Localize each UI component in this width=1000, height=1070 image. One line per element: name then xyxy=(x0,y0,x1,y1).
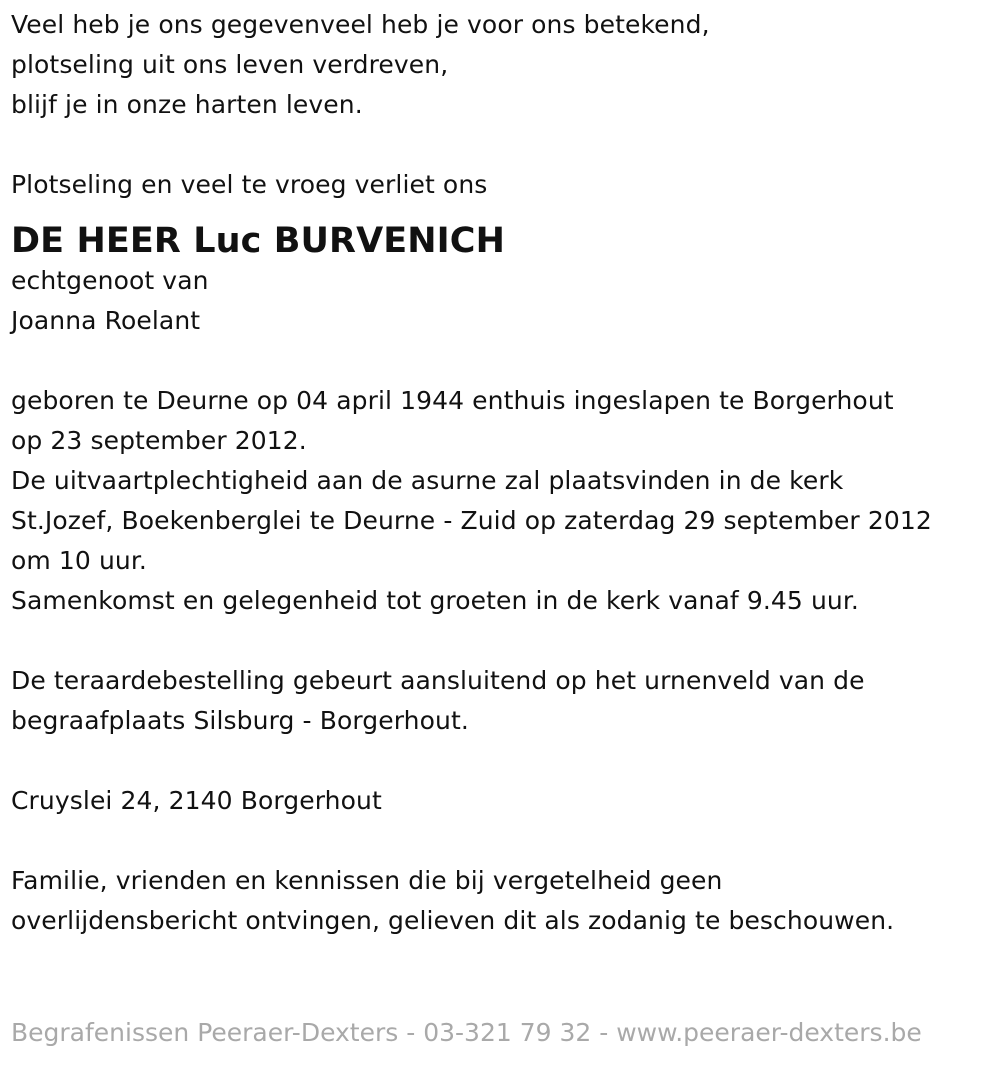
poem-line: blijf je in onze harten leven. xyxy=(11,90,363,119)
closing-line: Familie, vrienden en kennissen die bij vergetelheid geen xyxy=(11,866,723,895)
spacer xyxy=(11,125,991,165)
details-line: Samenkomst en gelegenheid tot groeten in de kerk vanaf 9.45 uur. xyxy=(11,586,859,615)
details-line: geboren te Deurne op 04 april 1944 enthuis ingeslapen te Borgerhout xyxy=(11,386,894,415)
details-line: om 10 uur. xyxy=(11,546,147,575)
relation-text: echtgenoot van xyxy=(11,266,209,295)
details-line: De uitvaartplechtigheid aan de asurne zal plaatsvinden in de kerk xyxy=(11,466,844,495)
spouse-name: Joanna Roelant xyxy=(11,306,201,335)
burial-line: begraafplaats Silsburg - Borgerhout. xyxy=(11,706,469,735)
closing-note xyxy=(11,861,991,941)
spacer xyxy=(11,821,991,861)
spacer xyxy=(11,741,991,781)
spacer xyxy=(11,621,991,661)
deceased-name: DE HEER Luc BURVENICH xyxy=(11,221,505,261)
poem-line: plotseling uit ons leven verdreven, xyxy=(11,50,449,79)
poem-line: Veel heb je ons gegevenveel heb je voor ons betekend, xyxy=(11,10,710,39)
spacer xyxy=(11,341,991,381)
obituary-notice xyxy=(11,5,991,941)
burial-line: De teraardebestelling gebeurt aansluitend op het urnenveld van de xyxy=(11,666,865,695)
funeral-details xyxy=(11,381,991,621)
poem xyxy=(11,5,991,125)
funeral-home-footer: Begrafenissen Peeraer-Dexters - 03-321 79 32 - www.peeraer-dexters.be xyxy=(11,1018,922,1047)
burial-info xyxy=(11,661,991,741)
intro-text: Plotseling en veel te vroeg verliet ons xyxy=(11,170,488,199)
closing-line: overlijdensbericht ontvingen, gelieven dit als zodanig te beschouwen. xyxy=(11,906,895,935)
details-line: St.Jozef, Boekenberglei te Deurne - Zuid op zaterdag 29 september 2012 xyxy=(11,506,932,535)
address: Cruyslei 24, 2140 Borgerhout xyxy=(11,786,382,815)
details-line: op 23 september 2012. xyxy=(11,426,307,455)
